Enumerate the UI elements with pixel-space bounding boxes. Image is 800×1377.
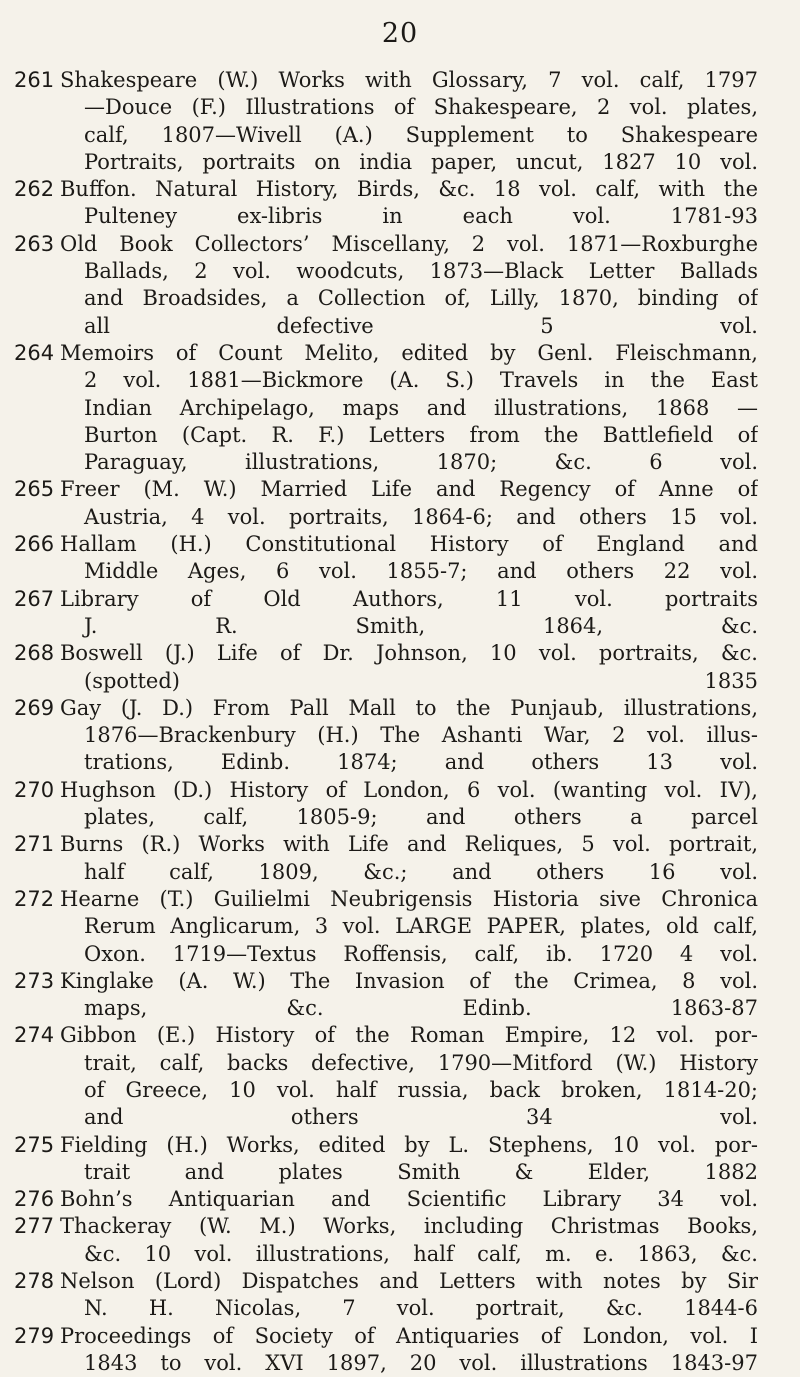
lot-number: 266 (14, 532, 55, 557)
lot-entry (0, 831, 800, 886)
lot-entry (0, 886, 800, 968)
lot-text-line: Library of Old Authors, 11 vol. portraits (60, 586, 758, 611)
lot-text-line: Pulteney ex-libris in each vol. 1781-93 (84, 204, 758, 229)
lot-description (60, 695, 758, 777)
lot-entry (0, 531, 800, 586)
lot-entry (0, 777, 800, 832)
lot-description (60, 1022, 758, 1131)
lot-description (60, 1323, 758, 1377)
lot-entry (0, 231, 800, 340)
lot-description (60, 1132, 758, 1187)
lot-text-line: trations, Edinb. 1874; and others 13 vol. (84, 750, 758, 775)
lot-text-line: half calf, 1809, &c.; and others 16 vol. (84, 859, 758, 884)
lot-text-line: Indian Archipelago, maps and illustrations, 1868 — (84, 395, 758, 420)
lot-text-line: Rerum Anglicarum, 3 vol. LARGE PAPER, plates, old calf, (84, 914, 758, 939)
lot-entry (0, 476, 800, 531)
lot-text-line: Portraits, portraits on india paper, uncut, 1827 10 vol. (84, 149, 758, 174)
lot-text-line: Gibbon (E.) History of the Roman Empire, 12 vol. por- (60, 1023, 758, 1048)
lot-number: 278 (14, 1269, 55, 1294)
lot-number: 264 (14, 340, 55, 365)
lot-description (60, 531, 758, 586)
lot-description (60, 886, 758, 968)
lot-entry (0, 640, 800, 695)
lot-entry (0, 586, 800, 641)
lot-text-line: Oxon. 1719—Textus Roffensis, calf, ib. 1720 4 vol. (84, 941, 758, 966)
lot-entry (0, 1186, 800, 1213)
lot-description (60, 777, 758, 832)
lot-number: 267 (14, 586, 55, 611)
lot-number: 268 (14, 641, 55, 666)
lot-text-line: Paraguay, illustrations, 1870; &c. 6 vol. (84, 450, 758, 475)
lot-text-line: Nelson (Lord) Dispatches and Letters with notes by Sir (60, 1269, 758, 1294)
page-number: 20 (381, 18, 419, 49)
lot-number: 273 (14, 968, 55, 993)
lot-text-line: Old Book Collectors’ Miscellany, 2 vol. 1871—Roxburghe (60, 231, 758, 256)
lot-entry (0, 67, 800, 176)
lot-description (60, 176, 758, 231)
lot-text-line: Boswell (J.) Life of Dr. Johnson, 10 vol. portraits, &c. (60, 641, 758, 666)
lot-text-line: Burton (Capt. R. F.) Letters from the Battlefield of (84, 422, 758, 447)
lot-number: 261 (14, 68, 55, 92)
lot-entry (0, 1323, 800, 1377)
lot-description (60, 1186, 758, 1213)
lot-text-line: and others 34 vol. (84, 1105, 758, 1130)
lot-text-line: all defective 5 vol. (84, 313, 758, 338)
lot-text-line: 1843 to vol. XVI 1897, 20 vol. illustrations 1843-97 (84, 1350, 758, 1375)
lot-number: 274 (14, 1023, 55, 1048)
lot-number: 263 (14, 231, 55, 256)
lot-text-line: maps, &c. Edinb. 1863-87 (84, 996, 758, 1021)
lot-text-line: Memoirs of Count Melito, edited by Genl. Fleischmann, (60, 340, 758, 365)
lot-description (60, 586, 758, 641)
lot-number: 276 (14, 1187, 55, 1212)
lot-number: 272 (14, 886, 55, 911)
lot-entry (0, 695, 800, 777)
lot-number: 279 (14, 1323, 55, 1348)
lot-entry (0, 1268, 800, 1323)
lot-description (60, 340, 758, 476)
lot-description (60, 1213, 758, 1268)
lot-number: 270 (14, 777, 55, 802)
lot-text-line: Buffon. Natural History, Birds, &c. 18 vol. calf, with the (60, 177, 758, 202)
lot-number: 265 (14, 477, 55, 502)
lot-text-line: trait, calf, backs defective, 1790—Mitford (W.) History (84, 1050, 758, 1075)
lot-description (60, 67, 758, 176)
lot-number: 271 (14, 832, 55, 857)
lot-text-line: Shakespeare (W.) Works with Glossary, 7 vol. calf, 1797 (60, 68, 758, 92)
lot-text-line: Ballads, 2 vol. woodcuts, 1873—Black Letter Ballads (84, 259, 758, 284)
lot-text-line: Thackeray (W. M.) Works, including Christmas Books, (60, 1214, 758, 1239)
lot-text-line: (spotted) 1835 (84, 668, 758, 693)
lot-description (60, 831, 758, 886)
lot-description (60, 968, 758, 1023)
lot-text-line: trait and plates Smith & Elder, 1882 (84, 1159, 758, 1184)
lot-entry (0, 1022, 800, 1131)
lot-text-line: Middle Ages, 6 vol. 1855-7; and others 22 vol. (84, 559, 758, 584)
lot-text-line: of Greece, 10 vol. half russia, back broken, 1814-20; (84, 1077, 758, 1102)
lot-number: 262 (14, 177, 55, 202)
lot-text-line: and Broadsides, a Collection of, Lilly, 1870, binding of (84, 286, 758, 311)
lot-number: 275 (14, 1132, 55, 1157)
lot-text-line: Hallam (H.) Constitutional History of England and (60, 532, 758, 557)
lot-text-line: J. R. Smith, 1864, &c. (84, 613, 758, 638)
lot-number: 277 (14, 1214, 55, 1239)
lot-text-line: 1876—Brackenbury (H.) The Ashanti War, 2 vol. illus- (84, 723, 758, 748)
lot-text-line: —Douce (F.) Illustrations of Shakespeare, 2 vol. plates, (84, 95, 758, 120)
lot-text-line: Freer (M. W.) Married Life and Regency of Anne of (60, 477, 758, 502)
lot-text-line: Burns (R.) Works with Life and Reliques, 5 vol. portrait, (60, 832, 758, 857)
lot-entry (0, 340, 800, 476)
lot-description (60, 1268, 758, 1323)
lot-text-line: &c. 10 vol. illustrations, half calf, m. e. 1863, &c. (84, 1241, 758, 1266)
lot-text-line: calf, 1807—Wivell (A.) Supplement to Shakespeare (84, 122, 758, 147)
lot-description (60, 476, 758, 531)
lot-number: 269 (14, 695, 55, 720)
lot-entry (0, 1213, 800, 1268)
lot-description (60, 640, 758, 695)
lot-text-line: Austria, 4 vol. portraits, 1864-6; and others 15 vol. (84, 504, 758, 529)
lot-text-line: Hughson (D.) History of London, 6 vol. (wanting vol. IV), (60, 777, 758, 802)
lot-text-line: Fielding (H.) Works, edited by L. Stephens, 10 vol. por- (60, 1132, 758, 1157)
lot-list (0, 67, 800, 1377)
lot-text-line: Kinglake (A. W.) The Invasion of the Crimea, 8 vol. (60, 968, 758, 993)
lot-text-line: Gay (J. D.) From Pall Mall to the Punjaub, illustrations, (60, 695, 758, 720)
lot-entry (0, 968, 800, 1023)
lot-entry (0, 1132, 800, 1187)
lot-text-line: plates, calf, 1805-9; and others a parcel (84, 805, 758, 830)
lot-text-line: Hearne (T.) Guilielmi Neubrigensis Historia sive Chronica (60, 886, 758, 911)
lot-text-line: Proceedings of Society of Antiquaries of London, vol. I (60, 1323, 758, 1348)
lot-text-line: Bohn’s Antiquarian and Scientific Library 34 vol. (60, 1187, 758, 1212)
lot-text-line: 2 vol. 1881—Bickmore (A. S.) Travels in the East (84, 368, 758, 393)
lot-text-line: N. H. Nicolas, 7 vol. portrait, &c. 1844-6 (84, 1296, 758, 1321)
lot-entry (0, 176, 800, 231)
lot-description (60, 231, 758, 340)
